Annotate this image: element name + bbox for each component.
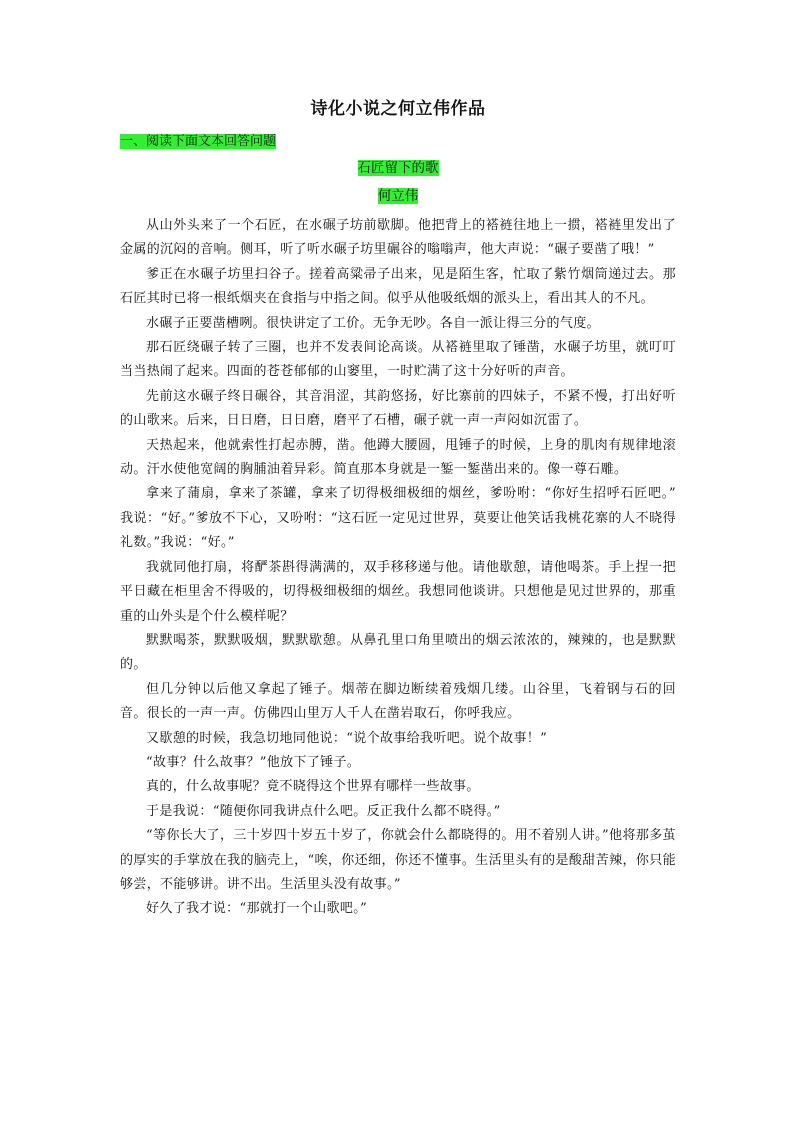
- paragraph: 真的，什么故事呢？竟不晓得这个世界有哪样一些故事。: [146, 779, 480, 795]
- document-page: [120, 96, 676, 922]
- paragraph: 拿来了蒲扇，拿来了茶罐，拿来了切得极细极细的烟丝，爹吩咐：“你好生招呼石匠吧。” 我说：“好。”爹放不下心，又吩咐：“这石匠一定见过世界，莫要让他笑话我桃花寨的人不晓得礼数。”我说：“好。”: [120, 486, 676, 551]
- paragraph: 好久了我才说：“那就打一个山歌吧。”: [146, 901, 368, 917]
- paragraph: 默默喝茶，默默吸烟，默默歇憩。从鼻孔里口角里喷出的烟云浓浓的，辣辣的，也是默默的。: [120, 632, 676, 673]
- story-title-text: 石匠留下的歌: [357, 160, 439, 176]
- paragraph: 爹正在水碾子坊里扫谷子。搓着高粱帚子出来，见是陌生客，忙取了紫竹烟筒递过去。那石匠其时已将一根纸烟夹在食指与中指之间。似乎从他吸纸烟的派头上，看出其人的不凡。: [120, 266, 676, 307]
- paragraph: 水碾子正要凿槽咧。很快讲定了工价。无争无吵。各自一派让得三分的气度。: [146, 315, 600, 331]
- paragraph: 又歇憩的时候，我急切地同他说：“说个故事给我听吧。说个故事！”: [146, 730, 548, 746]
- story-author: [120, 186, 676, 206]
- story-title: [120, 158, 676, 178]
- paragraph: “等你长大了，三十岁四十岁五十岁了，你就会什么都晓得的。用不着别人讲。”他将那多茧的厚实的手掌放在我的脑壳上，“唉，你还细，你还不懂事。生活里头有的是酸甜苦辣，你只能够尝，不能够讲。讲不出。生活里头没有故事。”: [120, 828, 676, 892]
- paragraph: 先前这水碾子终日碾谷，其音涓涩，其韵悠扬，好比寨前的四妹子，不紧不慢，打出好听的山歌来。后来，日日磨，日日磨，磨平了石槽，碾子就一声一声闷如沉雷了。: [120, 388, 676, 429]
- section-heading-text: 一、阅读下面文本回答问题: [120, 134, 277, 149]
- paragraph: 从山外头来了一个石匠，在水碾子坊前歇脚。他把背上的褡裢往地上一掼，褡裢里发出了金属的沉闷的音响。侧耳，听了听水碾子坊里碾谷的嗡嗡声，他大声说：“碾子要凿了哦！”: [120, 218, 676, 258]
- story-author-text: 何立伟: [377, 188, 419, 204]
- paragraph: 于是我说：“随便你同我讲点什么吧。反正我什么都不晓得。”: [146, 803, 501, 819]
- paragraph: 但几分钟以后他又拿起了锤子。烟蒂在脚边断续着残烟几缕。山谷里，飞着钢与石的回音。很长的一声一声。仿佛四山里万人千人在凿岩取石，你呼我应。: [120, 681, 676, 722]
- paragraph: 天热起来，他就索性打起赤膊，凿。他蹲大腰圆，甩锤子的时候，上身的肌肉有规律地滚动。汗水使他宽阔的胸脯油着异彩。简直那本身就是一錾一錾凿出来的。像一尊石雕。: [120, 437, 676, 478]
- section-heading: [120, 132, 676, 152]
- paragraph: “故事？什么故事？”他放下了锤子。: [146, 754, 361, 770]
- document-title: 诗化小说之何立伟作品: [310, 99, 486, 119]
- paragraph: 那石匠绕碾子转了三圈，也并不发表间论高谈。从褡裢里取了锤凿，水碾子坊里，就叮叮当当热闹了起来。四面的苍苍郁郁的山窭里，一时贮满了这十分好听的声音。: [120, 340, 676, 380]
- story-body: [120, 214, 676, 922]
- paragraph: 我就同他打扇，将酽茶斟得满满的，双手移移递与他。请他歇憩，请他喝茶。手上捏一把平日藏在柜里舍不得吸的，切得极细极细的烟丝。我想同他谈讲。只想他是见过世界的，那重重的山外头是个什么模样呢？: [120, 559, 676, 624]
